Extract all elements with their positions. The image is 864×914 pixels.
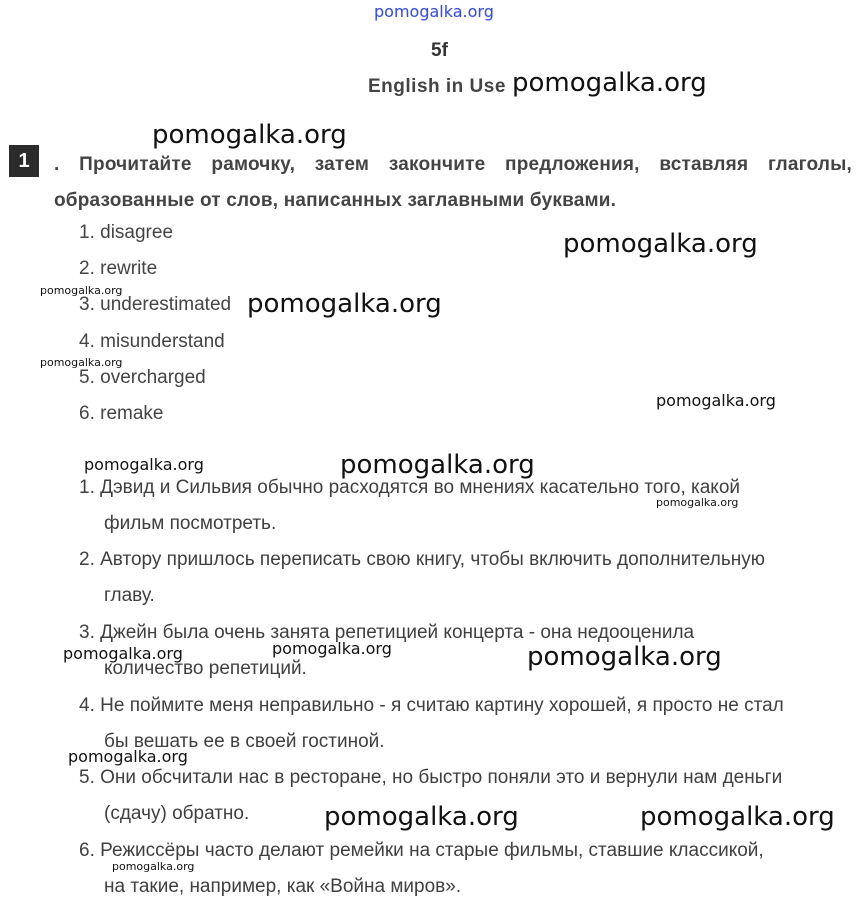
translation-line: 3. Джейн была очень занята репетицией концерта - она недооценила [79, 622, 695, 643]
answer-item: 2. rewrite [79, 258, 158, 279]
translation-line: на такие, например, как «Война миров». [104, 876, 462, 897]
watermark: pomogalka.org [656, 496, 739, 509]
translation-line: бы вешать ее в своей гостиной. [104, 731, 385, 752]
section-title: English in Use [368, 76, 506, 97]
watermark: pomogalka.org [84, 455, 204, 474]
watermark: pomogalka.org [656, 391, 776, 410]
translation-item [79, 833, 851, 905]
translation-line: 2. Автору пришлось переписать свою книгу, чтобы включить дополнительную [79, 549, 765, 570]
translation-line: 1. Дэвид и Сильвия обычно расходятся во мнениях касательно того, какой [79, 477, 741, 498]
watermark: pomogalka.org [563, 229, 758, 259]
page-number: 5f [431, 40, 448, 61]
watermark: pomogalka.org [272, 639, 392, 658]
site-link[interactable]: pomogalka.org [374, 2, 494, 21]
answer-item: 1. disagree [79, 222, 174, 243]
watermark: pomogalka.org [340, 450, 535, 480]
watermark: pomogalka.org [640, 802, 835, 832]
watermark: pomogalka.org [40, 284, 123, 297]
watermark: pomogalka.org [527, 642, 722, 672]
watermark: pomogalka.org [112, 860, 195, 873]
watermark: pomogalka.org [324, 802, 519, 832]
watermark: pomogalka.org [68, 747, 188, 766]
translation-line: главу. [104, 585, 155, 606]
translation-line: 5. Они обсчитали нас в ресторане, но быстро поняли это и вернули нам деньги [79, 767, 783, 788]
translation-line: фильм посмотреть. [104, 513, 277, 534]
watermark: pomogalka.org [152, 120, 347, 150]
translation-item [79, 615, 851, 687]
exercise-number-badge: 1 [9, 145, 39, 177]
translation-line: 6. Режиссёры часто делают ремейки на старые фильмы, ставшие классикой, [79, 840, 764, 861]
watermark: pomogalka.org [63, 644, 183, 663]
translation-line: (сдачу) обратно. [104, 803, 250, 824]
translation-item [79, 688, 851, 760]
answer-item: 5. overcharged [79, 367, 206, 388]
answer-item: 3. underestimated [79, 294, 232, 315]
translation-line: 4. Не поймите меня неправильно - я считаю картину хорошей, я просто не стал [79, 695, 784, 716]
answer-item: 4. misunderstand [79, 331, 225, 352]
exercise-instruction: . Прочитайте рамочку, затем закончите предложения, вставляя глаголы, образованные от слов, написанных заглавными буквами. [54, 154, 852, 211]
translation-line: количество репетиций. [104, 658, 307, 679]
watermark: pomogalka.org [512, 68, 707, 98]
watermark: pomogalka.org [40, 356, 123, 369]
watermark: pomogalka.org [247, 289, 442, 319]
answer-item: 6. remake [79, 403, 164, 424]
translation-item [79, 542, 851, 614]
